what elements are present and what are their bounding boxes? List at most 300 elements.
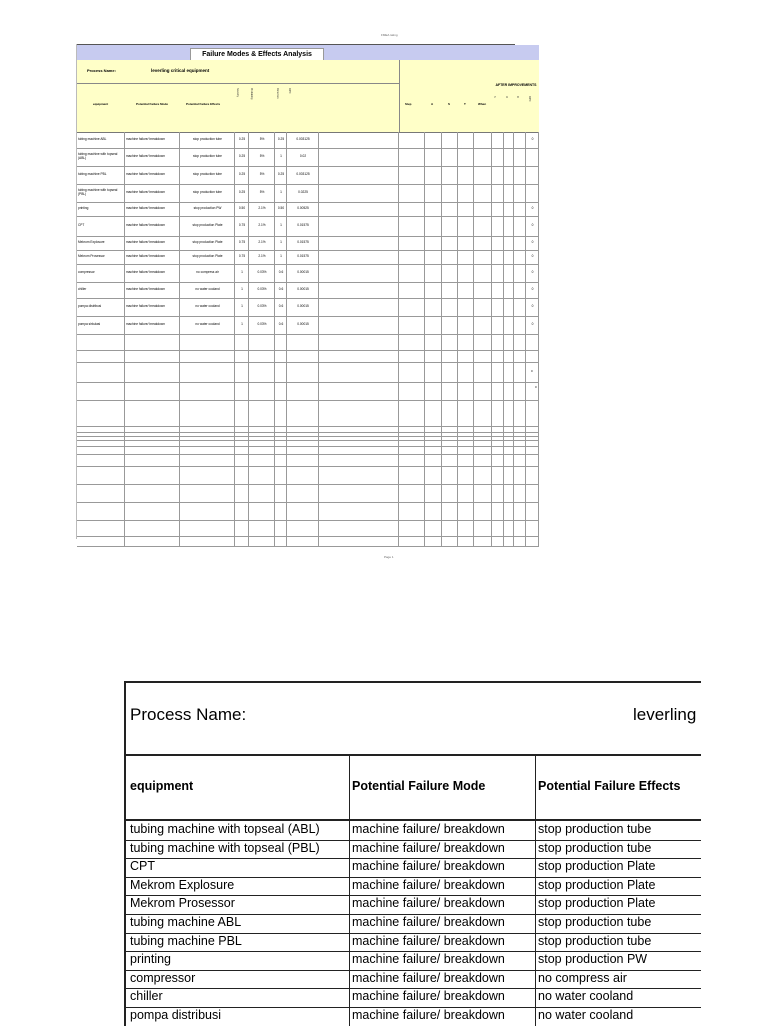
table-cell — [458, 236, 474, 250]
zoom-cell: stop production Plate — [538, 896, 656, 911]
table-cell — [319, 334, 399, 350]
table-cell — [275, 350, 287, 362]
table-cell — [319, 282, 399, 298]
table-row — [77, 184, 539, 203]
table-cell — [425, 264, 442, 282]
table-cell: 0.75 — [235, 250, 249, 264]
zoom-cell: stop production tube — [538, 822, 652, 836]
zoom-cell: chiller — [130, 989, 163, 1004]
table-cell — [458, 298, 474, 316]
table-cell — [275, 400, 287, 426]
table-cell — [425, 148, 442, 166]
table-cell — [275, 520, 287, 536]
table-cell — [492, 250, 504, 264]
col-after-d: D — [516, 96, 519, 98]
table-cell — [526, 520, 539, 536]
table-cell: compressor — [77, 264, 125, 282]
zoom-table-row — [126, 951, 701, 971]
table-cell — [458, 184, 474, 202]
table-cell — [474, 236, 492, 250]
table-cell — [474, 362, 492, 382]
table-cell — [504, 264, 514, 282]
table-cell: machine failure/ breakdown — [125, 216, 180, 236]
table-cell — [425, 236, 442, 250]
table-cell — [458, 446, 474, 454]
table-cell — [474, 400, 492, 426]
zoom-table-row — [126, 914, 701, 934]
empty-row — [77, 520, 539, 537]
table-cell — [514, 166, 526, 184]
table-cell — [77, 382, 125, 400]
table-cell: 0 — [526, 132, 539, 148]
table-cell — [77, 446, 125, 454]
table-cell — [319, 536, 399, 546]
table-cell — [492, 264, 504, 282]
table-cell: 0.50 — [235, 202, 249, 216]
table-cell — [399, 520, 425, 536]
table-cell — [125, 362, 180, 382]
table-cell — [180, 502, 235, 520]
zoom-cell: machine failure/ breakdown — [352, 896, 505, 911]
table-cell — [77, 454, 125, 466]
table-cell: 0.03% — [249, 316, 275, 334]
table-cell — [504, 400, 514, 426]
col-step: Step — [405, 102, 412, 106]
table-cell — [514, 362, 526, 382]
table-cell — [399, 454, 425, 466]
table-cell — [180, 446, 235, 454]
table-cell: 1 — [235, 316, 249, 334]
after-improvements-label: AFTER IMPROVEMENTS — [495, 83, 537, 87]
table-cell — [125, 382, 180, 400]
table-cell — [319, 502, 399, 520]
table-cell — [287, 466, 319, 484]
table-cell — [235, 466, 249, 484]
empty-row — [77, 334, 539, 351]
process-name-label: Process Name: — [87, 68, 116, 73]
table-cell: machine failure/ breakdown — [125, 184, 180, 202]
table-cell: 1 — [275, 250, 287, 264]
table-cell — [474, 334, 492, 350]
zoom-process-label: Process Name: — [130, 705, 247, 724]
col-t: T — [464, 102, 466, 106]
table-cell: stop production Plate — [180, 216, 235, 236]
table-cell — [492, 334, 504, 350]
table-cell: 0.03% — [249, 282, 275, 298]
table-cell — [514, 236, 526, 250]
table-cell — [425, 484, 442, 502]
table-cell: 5% — [249, 184, 275, 202]
table-cell — [492, 202, 504, 216]
table-cell: machine failure/ breakdown — [125, 166, 180, 184]
table-cell — [492, 362, 504, 382]
table-cell — [514, 466, 526, 484]
table-cell — [504, 484, 514, 502]
table-cell: 0.25 — [235, 184, 249, 202]
table-cell — [458, 520, 474, 536]
table-cell — [492, 446, 504, 454]
table-row — [77, 316, 539, 335]
zoom-cell: stop production tube — [538, 840, 652, 855]
table-cell — [399, 446, 425, 454]
table-cell — [235, 334, 249, 350]
zoom-cell: tubing machine ABL — [130, 915, 242, 929]
table-cell: no water cooland — [180, 282, 235, 298]
table-cell — [504, 334, 514, 350]
table-cell: 1 — [235, 298, 249, 316]
empty-row — [77, 502, 539, 521]
table-cell — [474, 536, 492, 546]
table-cell: 0.25 — [275, 132, 287, 148]
table-cell — [514, 202, 526, 216]
table-cell — [474, 250, 492, 264]
table-cell — [319, 184, 399, 202]
col-after-rpn: RPN — [528, 96, 531, 102]
table-cell: machine failure/ breakdown — [125, 202, 180, 216]
table-cell — [474, 316, 492, 334]
table-cell — [425, 446, 442, 454]
table-cell: 0.25 — [235, 166, 249, 184]
table-cell: tubing machine ABL — [77, 132, 125, 148]
table-cell — [458, 382, 474, 400]
table-cell — [399, 400, 425, 426]
table-cell — [442, 184, 458, 202]
table-cell — [125, 454, 180, 466]
zoom-cell: printing — [130, 952, 171, 967]
table-cell — [504, 362, 514, 382]
table-cell: 0.00015 — [287, 264, 319, 282]
table-cell — [425, 316, 442, 334]
table-cell — [77, 362, 125, 382]
table-cell: machine failure/ breakdown — [125, 250, 180, 264]
table-cell: pompa distribusi — [77, 298, 125, 316]
table-cell: 0.50 — [275, 202, 287, 216]
table-cell — [474, 502, 492, 520]
table-cell — [504, 502, 514, 520]
table-cell — [442, 446, 458, 454]
table-cell — [442, 350, 458, 362]
table-cell — [458, 264, 474, 282]
table-cell — [319, 166, 399, 184]
table-row — [77, 148, 539, 167]
table-row — [77, 282, 539, 299]
table-cell — [504, 446, 514, 454]
zoom-table-row — [126, 840, 701, 860]
table-cell — [526, 502, 539, 520]
empty-row — [77, 484, 539, 503]
table-cell — [458, 132, 474, 148]
table-cell — [442, 536, 458, 546]
table-cell — [425, 250, 442, 264]
table-cell — [514, 132, 526, 148]
table-cell — [319, 350, 399, 362]
table-cell — [442, 282, 458, 298]
table-cell — [425, 334, 442, 350]
zoom-cell: Mekrom Prosessor — [130, 896, 235, 911]
col-failure-mode: Potential Failure Mode — [136, 102, 169, 106]
table-cell — [399, 264, 425, 282]
zoom-rule — [126, 754, 701, 756]
table-cell: 0.25 — [275, 166, 287, 184]
zoom-col-equipment: equipment — [130, 779, 194, 793]
col-after-o: O — [505, 96, 508, 98]
table-cell — [249, 446, 275, 454]
table-cell — [458, 400, 474, 426]
table-cell — [399, 502, 425, 520]
table-cell — [442, 466, 458, 484]
table-cell — [442, 166, 458, 184]
table-cell — [514, 250, 526, 264]
col-when: When — [478, 102, 487, 106]
table-row — [77, 250, 539, 265]
table-cell: 5% — [249, 132, 275, 148]
table-cell — [319, 362, 399, 382]
table-cell — [492, 184, 504, 202]
empty-row — [77, 536, 539, 547]
table-cell — [474, 216, 492, 236]
table-cell — [458, 148, 474, 166]
table-cell — [77, 502, 125, 520]
table-cell — [249, 454, 275, 466]
zoom-cell: no compress air — [538, 970, 627, 985]
table-cell: stop production tube — [180, 132, 235, 148]
table-cell — [399, 536, 425, 546]
table-cell — [249, 520, 275, 536]
table-cell — [275, 334, 287, 350]
table-cell — [125, 400, 180, 426]
table-cell — [526, 446, 539, 454]
table-cell: 5% — [249, 148, 275, 166]
table-cell — [399, 350, 425, 362]
zoom-cell: machine failure/ breakdown — [352, 859, 505, 874]
table-cell: 1 — [235, 264, 249, 282]
table-cell — [504, 350, 514, 362]
table-cell — [442, 202, 458, 216]
table-cell: 0.01575 — [287, 250, 319, 264]
table-row — [77, 166, 539, 185]
table-cell — [77, 536, 125, 546]
zoomed-table — [124, 681, 701, 1026]
table-cell — [319, 382, 399, 400]
table-cell — [319, 264, 399, 282]
table-cell — [504, 166, 514, 184]
table-cell — [125, 502, 180, 520]
table-cell — [399, 184, 425, 202]
table-cell — [514, 400, 526, 426]
table-cell: 1 — [275, 216, 287, 236]
table-cell — [442, 236, 458, 250]
zoom-cell: tubing machine with topseal (PBL) — [130, 840, 320, 855]
table-cell: 2.1% — [249, 202, 275, 216]
table-cell — [125, 484, 180, 502]
table-cell — [526, 148, 539, 166]
table-cell — [474, 350, 492, 362]
table-cell — [287, 334, 319, 350]
table-cell — [275, 454, 287, 466]
table-cell — [399, 334, 425, 350]
table-cell — [492, 502, 504, 520]
zoom-table-row — [126, 933, 701, 953]
table-cell — [319, 454, 399, 466]
table-cell — [235, 484, 249, 502]
zoom-table-row — [126, 895, 701, 915]
table-cell: stop production tube — [180, 148, 235, 166]
empty-row — [77, 466, 539, 485]
table-cell — [425, 382, 442, 400]
table-cell — [249, 382, 275, 400]
col-failure-effects: Potential Failure Effects — [186, 102, 221, 106]
zoom-cell: machine failure/ breakdown — [352, 989, 505, 1004]
zoom-cell: pompa distribusi — [130, 1008, 222, 1022]
table-cell: 0.003125 — [287, 132, 319, 148]
table-cell — [249, 350, 275, 362]
process-name-value: leverling critical equipment — [151, 68, 210, 73]
table-row — [77, 264, 539, 283]
table-cell — [492, 520, 504, 536]
table-cell — [125, 350, 180, 362]
table-cell — [514, 382, 526, 400]
table-cell — [458, 166, 474, 184]
table-cell — [504, 520, 514, 536]
table-cell — [514, 454, 526, 466]
table-cell — [287, 502, 319, 520]
table-cell — [442, 454, 458, 466]
table-cell: pompa sirkulasi — [77, 316, 125, 334]
table-cell — [287, 454, 319, 466]
table-cell — [180, 520, 235, 536]
table-cell: 5% — [249, 166, 275, 184]
table-cell — [492, 298, 504, 316]
table-cell — [442, 362, 458, 382]
empty-row — [77, 400, 539, 427]
table-cell — [399, 250, 425, 264]
table-cell — [319, 446, 399, 454]
table-cell — [474, 132, 492, 148]
table-cell — [425, 466, 442, 484]
table-cell: machine failure/ breakdown — [125, 236, 180, 250]
table-cell — [399, 282, 425, 298]
table-cell — [514, 484, 526, 502]
table-cell — [180, 466, 235, 484]
table-cell — [492, 400, 504, 426]
table-cell — [504, 454, 514, 466]
table-cell — [249, 400, 275, 426]
table-cell — [249, 502, 275, 520]
table-cell: 1 — [235, 282, 249, 298]
table-cell — [442, 132, 458, 148]
table-cell — [319, 484, 399, 502]
table-cell — [275, 502, 287, 520]
zoom-cell: machine failure/ breakdown — [352, 877, 505, 892]
table-cell — [287, 350, 319, 362]
col-equipment: equipment — [93, 102, 109, 106]
table-cell — [425, 400, 442, 426]
table-cell — [125, 446, 180, 454]
zoom-table-row — [126, 988, 701, 1008]
zoom-cell: stop production Plate — [538, 859, 656, 874]
table-cell — [235, 382, 249, 400]
table-cell: 0.0225 — [287, 184, 319, 202]
table-cell: 0.00015 — [287, 298, 319, 316]
table-cell — [235, 536, 249, 546]
table-cell — [514, 502, 526, 520]
table-cell — [514, 298, 526, 316]
table-cell: 1 — [275, 236, 287, 250]
table-cell — [492, 536, 504, 546]
table-cell — [442, 502, 458, 520]
table-cell — [526, 382, 539, 400]
table-cell — [458, 202, 474, 216]
fmea-sheet — [76, 44, 539, 539]
table-cell — [458, 484, 474, 502]
table-cell — [180, 362, 235, 382]
zoom-cell: machine failure/ breakdown — [352, 933, 505, 948]
table-cell — [275, 536, 287, 546]
table-cell — [458, 282, 474, 298]
table-cell — [399, 166, 425, 184]
table-cell: Mekrom Prosessor — [77, 250, 125, 264]
table-cell — [526, 536, 539, 546]
table-cell — [514, 184, 526, 202]
table-cell — [458, 316, 474, 334]
table-cell: 0.75 — [235, 236, 249, 250]
table-cell — [514, 282, 526, 298]
table-cell — [235, 350, 249, 362]
table-cell — [399, 362, 425, 382]
table-cell — [287, 484, 319, 502]
table-cell — [319, 250, 399, 264]
table-cell: 0.00015 — [287, 316, 319, 334]
table-cell: 0 — [526, 202, 539, 216]
table-cell — [319, 520, 399, 536]
table-cell — [442, 298, 458, 316]
table-cell — [492, 382, 504, 400]
table-cell: 0.00015 — [287, 282, 319, 298]
table-cell — [180, 334, 235, 350]
extra-rpn-value: 0 — [531, 369, 533, 373]
table-cell — [399, 316, 425, 334]
table-cell: machine failure/ breakdown — [125, 316, 180, 334]
table-cell: 0 — [526, 264, 539, 282]
table-cell — [458, 250, 474, 264]
table-cell — [474, 520, 492, 536]
table-cell — [492, 236, 504, 250]
table-cell — [514, 316, 526, 334]
table-cell — [492, 132, 504, 148]
table-cell — [399, 382, 425, 400]
zoom-col-failure-mode: Potential Failure Mode — [352, 779, 486, 793]
table-cell — [514, 520, 526, 536]
table-cell — [442, 520, 458, 536]
table-cell: 0 — [526, 216, 539, 236]
table-cell — [458, 536, 474, 546]
table-cell: 0 — [526, 236, 539, 250]
table-cell: 0 — [526, 316, 539, 334]
table-row — [77, 132, 539, 149]
table-cell — [474, 298, 492, 316]
table-cell: chiller — [77, 282, 125, 298]
table-cell — [235, 400, 249, 426]
table-cell — [514, 536, 526, 546]
table-cell — [526, 454, 539, 466]
table-cell: 0.00525 — [287, 202, 319, 216]
table-cell: 0.6 — [275, 316, 287, 334]
table-cell — [425, 216, 442, 236]
table-cell — [514, 334, 526, 350]
col-detection: Detection — [276, 88, 279, 99]
empty-row — [77, 362, 539, 383]
zoom-process-value: leverling — [633, 705, 697, 724]
